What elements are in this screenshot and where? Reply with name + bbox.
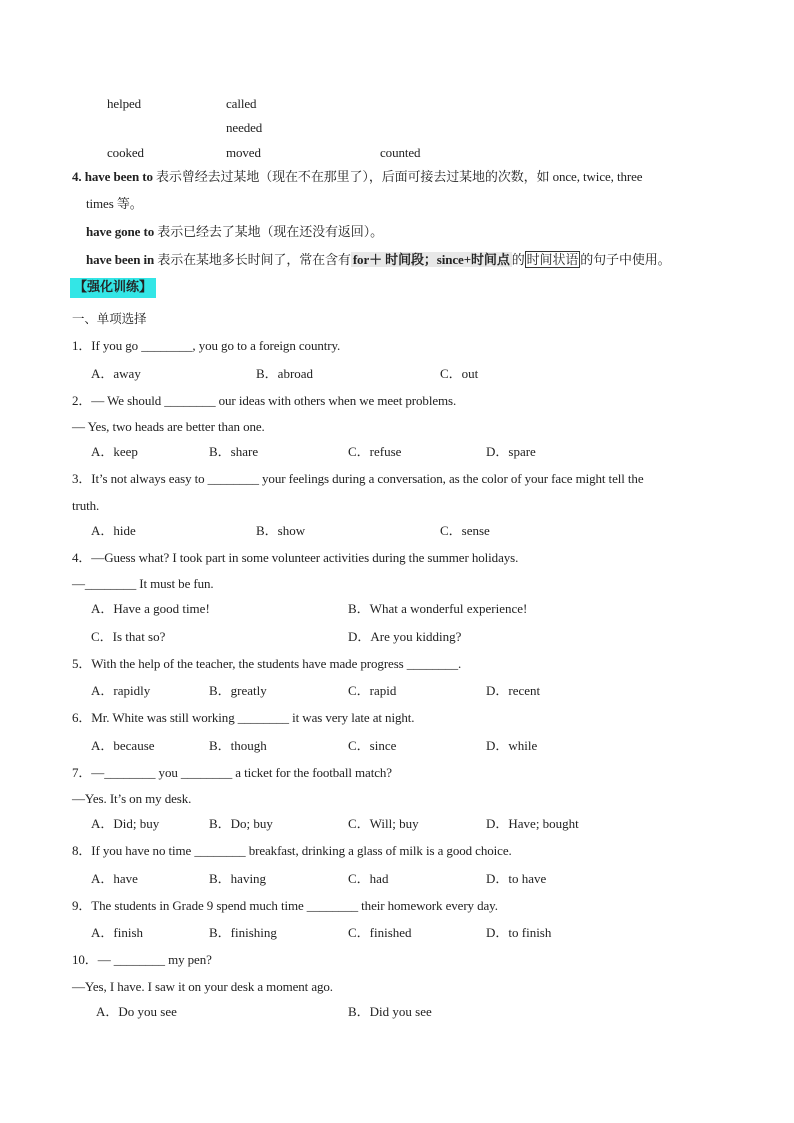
option: D．Are you kidding? [348,629,462,644]
question-stem: truth. [72,498,100,513]
option: D．recent [486,683,541,698]
note-keyword: have been in [86,252,155,267]
word-moved: moved [226,145,261,160]
option: C．rapid [348,683,397,698]
option: A．rapidly [91,683,151,698]
question-stem: 4．—Guess what? I took part in some volunteer activities during the summer holidays. [72,550,519,565]
option: A．Did; buy [91,816,160,831]
option: B．Do; buy [209,816,273,831]
option: B．having [209,871,267,886]
note-have-gone-to [86,224,383,240]
section-subtitle: 一、单项选择 [72,311,147,326]
option: A．have [91,871,138,886]
option: A．Have a good time! [91,601,210,616]
option: C．Is that so? [91,629,166,644]
option: C．out [440,366,479,381]
option: D．while [486,738,538,753]
option: A．because [91,738,155,753]
question-stem: 6．Mr. White was still working ________ it was very late at night. [72,710,415,725]
question-stem: 3．It’s not always easy to ________ your feelings during a conversation, as the color of your face might tell the [72,471,644,486]
option: D．to finish [486,925,552,940]
option: B．abroad [256,366,314,381]
word-cooked: cooked [107,145,144,160]
note-text: 表示在某地多长时间了，常在含有 [157,252,351,267]
word-called: called [226,96,257,111]
option: B．finishing [209,925,277,940]
option: B．though [209,738,267,753]
option: A．hide [91,523,136,538]
question-stem: 9．The students in Grade 9 spend much time ________ their homework every day. [72,898,498,913]
question-stem: —Yes. It’s on my desk. [72,791,192,806]
option: B．Did you see [348,1004,432,1019]
option: C．Will; buy [348,816,419,831]
option: D．spare [486,444,536,459]
note-text: 的句子中使用。 [580,252,671,267]
word-counted: counted [380,145,421,160]
question-stem: — Yes, two heads are better than one. [72,419,265,434]
note-text: 表示已经去了某地（现在还没有返回）。 [157,224,383,239]
highlighted-phrase: for＋ 时间段；since+时间点 [352,252,510,267]
note-have-been-in [86,252,671,268]
option: B．share [209,444,259,459]
note-text-cont: times 等。 [86,196,143,211]
question-stem: 10．— ________ my pen? [72,952,212,967]
option: B．greatly [209,683,267,698]
note-text: 的 [511,252,525,267]
option: A．finish [91,925,144,940]
option: C．since [348,738,397,753]
question-stem: —Yes, I have. I saw it on your desk a moment ago. [72,979,333,994]
question-stem: 5．With the help of the teacher, the students have made progress ________. [72,656,462,671]
note-have-been-to [72,169,642,185]
option: A．Do you see [96,1004,177,1019]
boxed-term: 时间状语 [526,252,579,267]
note-keyword: have been to [84,169,153,184]
word-helped: helped [107,96,142,111]
option: C．sense [440,523,490,538]
option: C．had [348,871,389,886]
option: B．What a wonderful experience! [348,601,528,616]
note-text: 表示曾经去过某地（现在不在那里了），后面可接去过某地的次数，如 once, twice, three [156,169,643,184]
option: C．refuse [348,444,402,459]
question-stem: 8．If you have no time ________ breakfast, drinking a glass of milk is a good choice. [72,843,512,858]
option: B．show [256,523,306,538]
question-stem: —________ It must be fun. [72,576,214,591]
option: D．to have [486,871,547,886]
option: D．Have; bought [486,816,579,831]
word-needed: needed [226,120,263,135]
question-stem: 7．—________ you ________ a ticket for the football match? [72,765,392,780]
question-stem: 2．— We should ________ our ideas with others when we meet problems. [72,393,457,408]
option: A．away [91,366,141,381]
option: A．keep [91,444,138,459]
question-stem: 1．If you go ________, you go to a foreign country. [72,338,341,353]
option: C．finished [348,925,412,940]
note-number: 4. [72,169,82,184]
section-tag: 【强化训练】 [70,278,156,298]
note-keyword: have gone to [86,224,155,239]
